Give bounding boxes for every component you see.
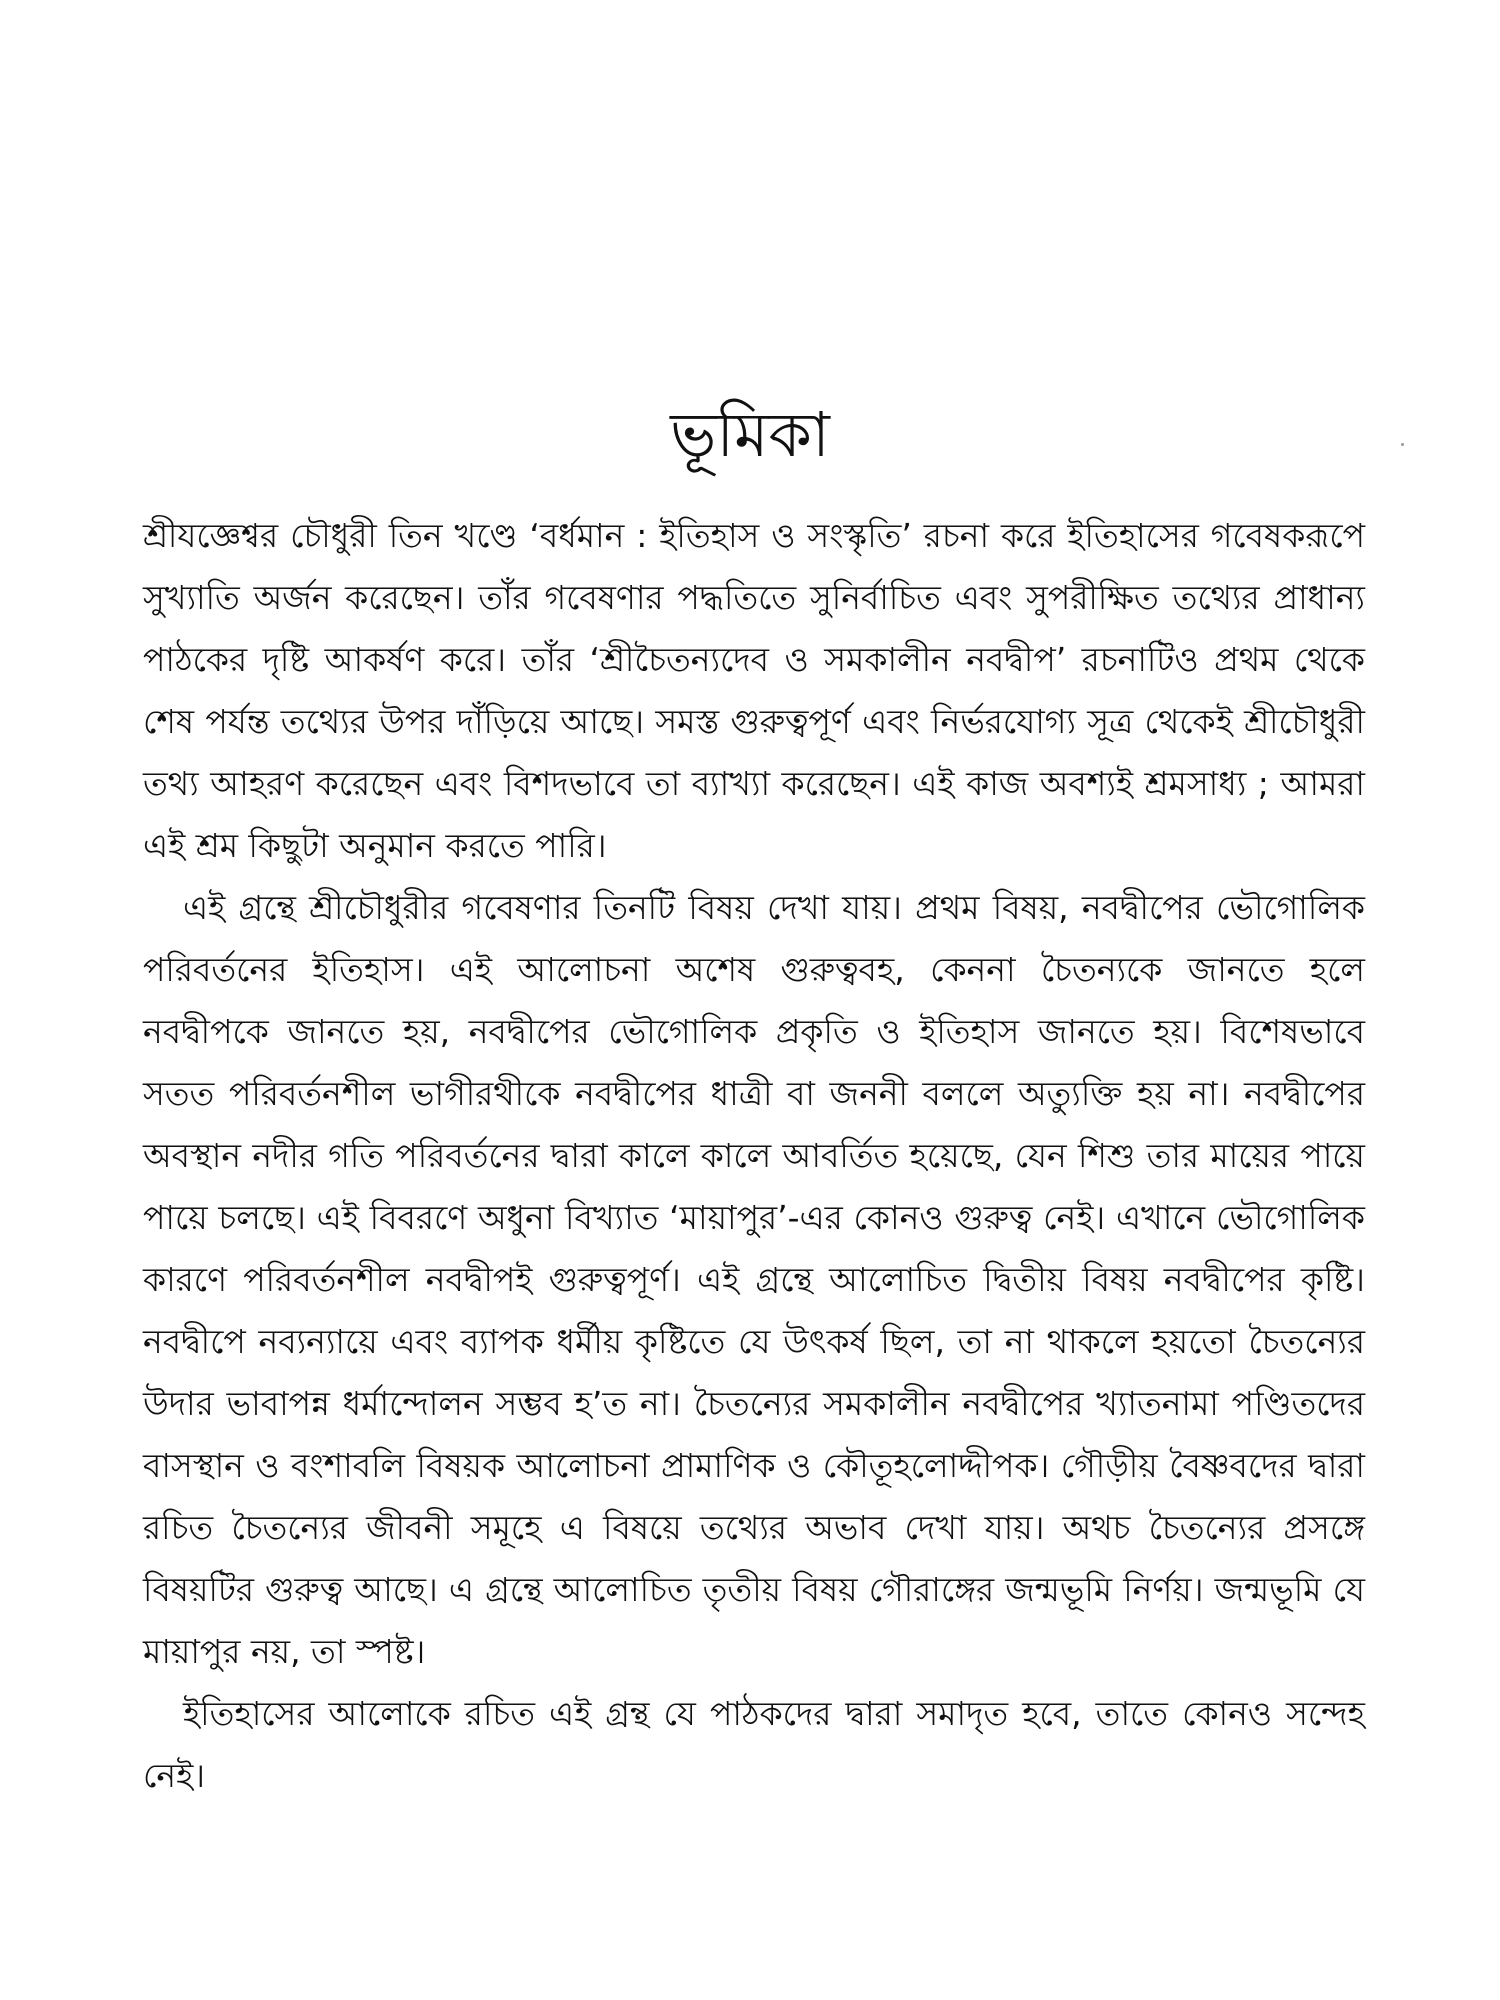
body-text [143,505,1365,1807]
page-title: ভূমিকা [670,398,830,471]
paper-speck [1401,443,1404,446]
paragraph-3: ইতিহাসের আলোকে রচিত এই গ্রন্থ যে পাঠকদের দ্বারা সমাদৃত হবে, তাতে কোনও সন্দেহ নেই। [143,1694,1366,1795]
paragraph-2: এই গ্রন্থে শ্রীচৌধুরীর গবেষণার তিনটি বিষয় দেখা যায়। প্রথম বিষয়, নবদ্বীপের ভৌগোলিক পরিবর্তনের ইতিহাস। এই আলোচনা অশেষ গুরুত্ববহ, কেননা চৈতন্যকে জানতে হলে নবদ্বীপকে জানতে হয়, নবদ্বীপের ভৌগোলিক প্রকৃতি ও ইতিহাস জানতে হয়। বিশেষভাবে সতত পরিবর্তনশীল ভাগীরথীকে নবদ্বীপের ধাত্রী বা জননী বললে অত্যুক্তি হয় না। নবদ্বীপের অবস্থান নদীর গতি পরিবর্তনের দ্বারা কালে কালে আবর্তিত হয়েছে, যেন শিশু তার মায়ের পায়ে পায়ে চলছে। এই বিবরণে অধুনা বিখ্যাত ‘মায়াপুর’-এর কোনও গুরুত্ব নেই। এখানে ভৌগোলিক কারণে পরিবর্তনশীল নবদ্বীপই গুরুত্বপূর্ণ। এই গ্রন্থে আলোচিত দ্বিতীয় বিষয় নবদ্বীপের কৃষ্টি। নবদ্বীপে নব্যন্যায়ে এবং ব্যাপক ধর্মীয় কৃষ্টিতে যে উৎকর্ষ ছিল, তা না থাকলে হয়তো চৈতন্যের উদার ভাবাপন্ন ধর্মান্দোলন সম্ভব হ’ত না। চৈতন্যের সমকালীন নবদ্বীপের খ্যাতনামা পণ্ডিতদের বাসস্থান ও বংশাবলি বিষয়ক আলোচনা প্রামাণিক ও কৌতূহলোদ্দীপক। গৌড়ীয় বৈষ্ণবদের দ্বারা রচিত চৈতন্যের জীবনী সমূহে এ বিষয়ে তথ্যের অভাব দেখা যায়। অথচ চৈতন্যের প্রসঙ্গে বিষয়টির গুরুত্ব আছে। এ গ্রন্থে আলোচিত তৃতীয় বিষয় গৌরাঙ্গের জন্মভূমি নির্ণয়। জন্মভূমি যে মায়াপুর নয়, তা স্পষ্ট। [143,888,1365,1671]
paragraph-1: শ্রীযজ্ঞেশ্বর চৌধুরী তিন খণ্ডে ‘বর্ধমান : ইতিহাস ও সংস্কৃতি’ রচনা করে ইতিহাসের গবেষকরূপে সুখ্যাতি অর্জন করেছেন। তাঁর গবেষণার পদ্ধতিতে সুনির্বাচিত এবং সুপরীক্ষিত তথ্যের প্রাধান্য পাঠকের দৃষ্টি আকর্ষণ করে। তাঁর ‘শ্রীচৈতন্যদেব ও সমকালীন নবদ্বীপ’ রচনাটিও প্রথম থেকে শেষ পর্যন্ত তথ্যের উপর দাঁড়িয়ে আছে। সমস্ত গুরুত্বপূর্ণ এবং নির্ভরযোগ্য সূত্র থেকেই শ্রীচৌধুরী তথ্য আহরণ করেছেন এবং বিশদভাবে তা ব্যাখ্যা করেছেন। এই কাজ অবশ্যই শ্রমসাধ্য ; আমরা এই শ্রম কিছুটা অনুমান করতে পারি। [143,516,1365,865]
